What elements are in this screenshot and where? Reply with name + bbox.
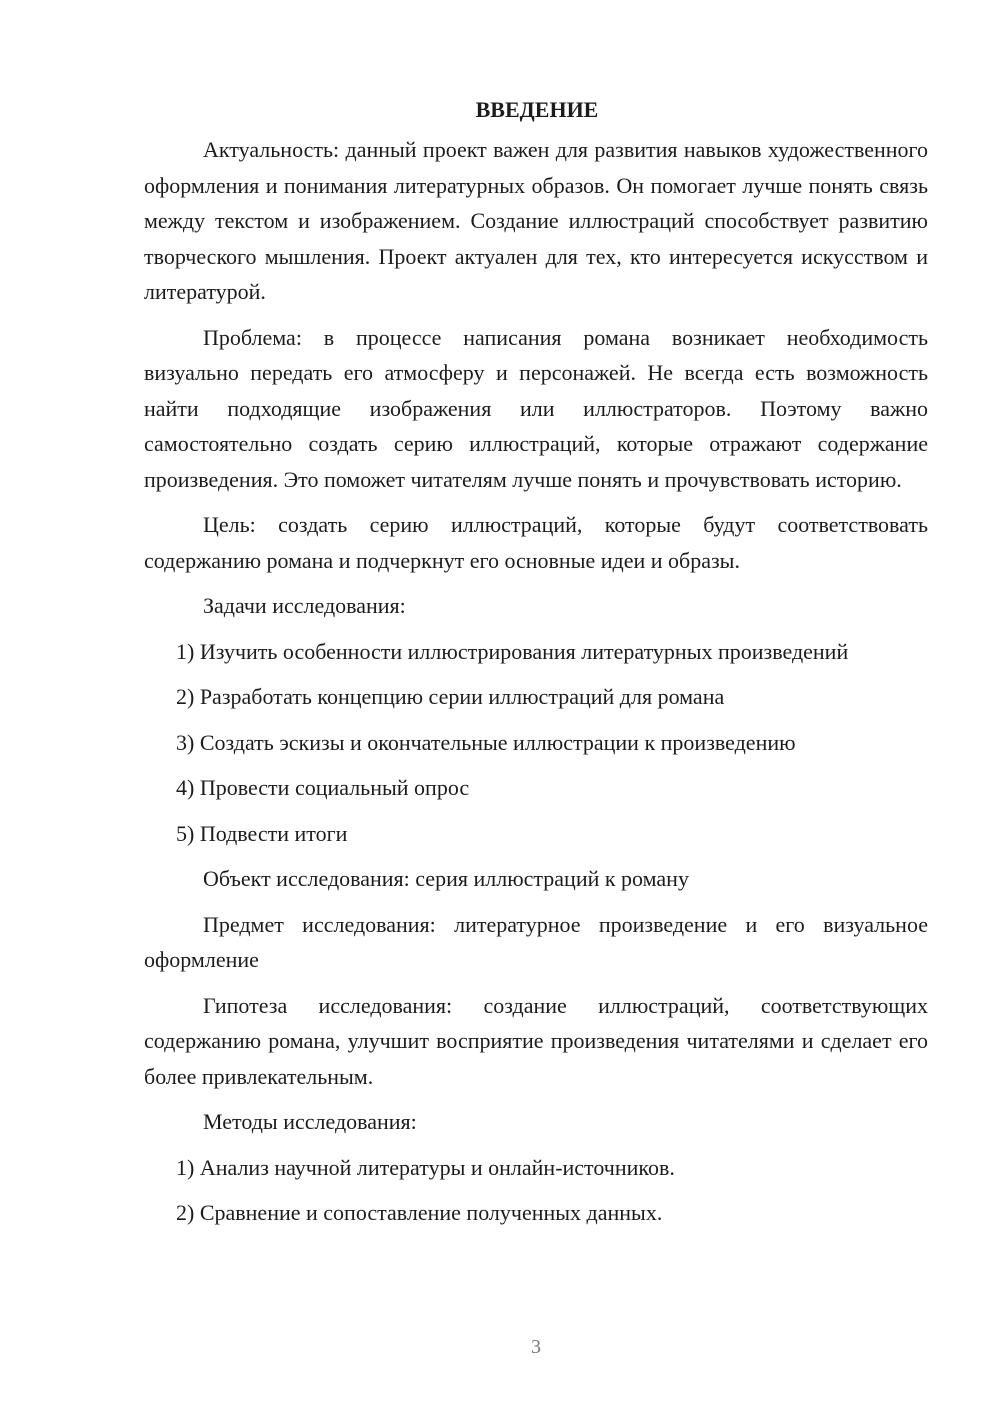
task-item-5: 5) Подвести итоги (176, 820, 348, 846)
section-title: ВВЕДЕНИЕ (475, 97, 599, 122)
document-page (144, 92, 928, 1241)
method-item-1: 1) Анализ научной литературы и онлайн-источников. (176, 1154, 675, 1180)
paragraph-goal: Цель: создать серию иллюстраций, которые будут соответствовать содержанию романа и подчеркнут его основные идеи и образы. (144, 512, 928, 573)
paragraph-tasks-heading: Задачи исследования: (203, 593, 406, 618)
paragraph-problem: Проблема: в процессе написания романа возникает необходимость визуально передать его атмосферу и персонажей. Не всегда есть возможность найти подходящие изображения или иллюстраторов. Поэтому важно самостоятельно создать серию иллюстраций, которые отражают содержание произведения. Это поможет читателям лучше понять и прочувствовать историю. (144, 324, 928, 492)
page-number: 3 (531, 1336, 541, 1358)
task-item-4: 4) Провести социальный опрос (176, 775, 470, 800)
paragraph-relevance: Актуальность: данный проект важен для развития навыков художественного оформления и понимания литературных образов. Он помогает лучше понять связь между текстом и изображением. Создание иллюстраций способствует развитию творческого мышления. Проект актуален для тех, кто интересуется искусством и литературой. (144, 137, 928, 304)
method-item-2: 2) Сравнение и сопоставление полученных данных. (176, 1200, 663, 1225)
paragraph-methods-heading: Методы исследования: (203, 1109, 417, 1134)
task-item-3: 3) Создать эскизы и окончательные иллюстрации к произведению (176, 729, 796, 755)
paragraph-subject: Предмет исследования: литературное произведение и его визуальное оформление (144, 911, 928, 972)
paragraph-object: Объект исследования: серия иллюстраций к роману (203, 866, 689, 891)
task-item-1: 1) Изучить особенности иллюстрирования литературных произведений (176, 638, 849, 664)
paragraph-hypothesis: Гипотеза исследования: создание иллюстраций, соответствующих содержанию романа, улучшит восприятие произведения читателями и сделает его более привлекательным. (144, 992, 928, 1089)
task-item-2: 2) Разработать концепцию серии иллюстраций для романа (176, 684, 725, 709)
